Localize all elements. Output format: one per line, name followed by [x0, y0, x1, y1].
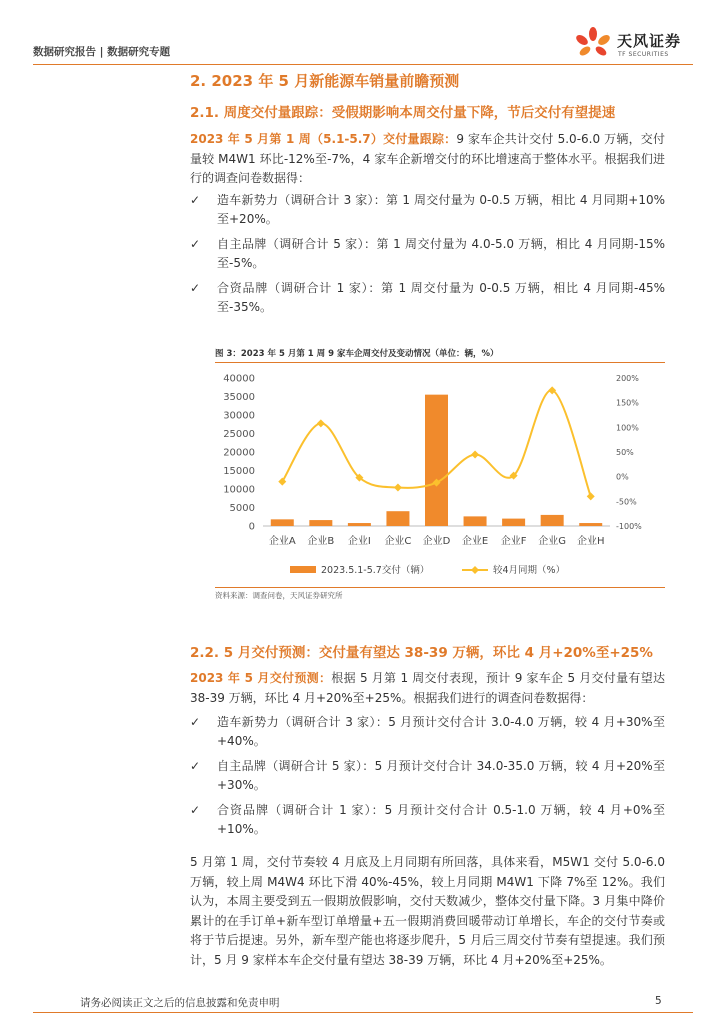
check-icon: ✓	[190, 803, 201, 817]
section-title: 2. 2023 年 5 月新能源车销量前瞻预测	[190, 72, 460, 90]
check-icon: ✓	[190, 193, 201, 207]
y-left-tick-label: 35000	[223, 392, 255, 403]
line-point	[587, 492, 595, 500]
figure-source: 资料来源：调查问卷，天风证券研究所	[215, 591, 343, 600]
list-item-text: 合资品牌（调研合计 1 家）：5 月预计交付合计 0.5-1.0 万辆，较 4 月+0%至+10%。	[217, 803, 665, 836]
line-point	[278, 478, 286, 486]
list-item	[190, 191, 665, 229]
bar	[271, 519, 294, 526]
bar	[502, 519, 525, 526]
breadcrumb: 数据研究报告 | 数据研究专题	[33, 46, 171, 58]
bar	[425, 395, 448, 526]
list-item	[190, 757, 665, 795]
x-tick-label: 企业G	[538, 536, 567, 547]
subsection-2-paragraph	[190, 669, 665, 708]
x-tick-label: 企业C	[384, 536, 412, 547]
brand-logo	[573, 26, 698, 62]
line-point	[317, 419, 325, 427]
x-tick-label: 企业F	[500, 536, 527, 547]
line-point	[471, 450, 479, 458]
x-tick-label: 企业I	[347, 536, 371, 547]
bar	[464, 516, 487, 526]
subsection-1-title: 2.1. 周度交付量跟踪：受假期影响本周交付量下降，节后交付有望提速	[190, 105, 616, 121]
y-right-tick-label: 50%	[616, 448, 634, 457]
figure-top-rule	[215, 362, 665, 363]
check-icon: ✓	[190, 237, 201, 251]
y-left-tick-label: 10000	[223, 484, 255, 496]
y-right-tick-label: 100%	[616, 423, 639, 433]
bar	[579, 523, 602, 526]
x-tick-label: 企业E	[461, 536, 489, 547]
paragraph-lead: 2023 年 5 月交付预测：	[190, 671, 332, 685]
list-item-text: 合资品牌（调研合计 1 家）：第 1 周交付量为 0-0.5 万辆，相比 4 月同期-45%至-35%。	[217, 281, 665, 314]
y-right-tick-label: 150%	[616, 398, 639, 408]
list-item	[190, 713, 665, 751]
page-header	[33, 32, 693, 68]
x-tick-label: 企业A	[268, 536, 296, 547]
y-right-tick-label: -100%	[616, 522, 642, 531]
list-item	[190, 279, 665, 317]
figure-bottom-rule	[215, 587, 665, 588]
list-item-text: 自主品牌（调研合计 5 家）：5 月预计交付合计 34.0-35.0 万辆，较 4 月+20%至+30%。	[217, 759, 665, 792]
y-left-tick-label: 30000	[223, 410, 255, 422]
bar	[386, 511, 409, 526]
bar	[309, 520, 332, 526]
page-number: 5	[655, 995, 662, 1007]
list-item-text: 自主品牌（调研合计 5 家）：第 1 周交付量为 4.0-5.0 万辆，相比 4 月同期-15%至-5%。	[217, 237, 665, 270]
check-icon: ✓	[190, 715, 201, 729]
bar	[541, 515, 564, 526]
brand-name-en: TF SECURITIES	[618, 51, 669, 58]
list-item	[190, 235, 665, 273]
list-item-text: 造车新势力（调研合计 3 家）：第 1 周交付量为 0-0.5 万辆，相比 4 月同期+10%至+20%。	[217, 193, 665, 226]
header-divider	[33, 64, 693, 65]
legend-label-line: 较4月同期（%）	[493, 565, 566, 576]
x-tick-label: 企业B	[307, 536, 335, 547]
y-left-tick-label: 20000	[223, 447, 255, 459]
y-left-tick-label: 15000	[223, 466, 255, 477]
y-left-tick-label: 40000	[223, 373, 255, 385]
x-tick-label: 企业D	[422, 536, 451, 547]
paragraph-body: 根据 5 月第 1 周交付表现，预计 9 家车企 5 月交付量有望达 38-39 万辆，环比 4 月+20%至+25%。根据我们进行的调查问卷数据得：	[190, 671, 665, 705]
subsection-2-title: 2.2. 5 月交付预测：交付量有望达 38-39 万辆，环比 4 月+20%至+25%	[190, 645, 653, 661]
flower-logo-icon	[573, 26, 613, 62]
line-point	[394, 484, 402, 492]
legend-label-bars: 2023.5.1-5.7交付（辆）	[321, 565, 430, 576]
subsection-1-paragraph	[190, 130, 665, 189]
y-left-tick-label: 0	[248, 521, 255, 533]
list-item-text: 造车新势力（调研合计 3 家）：5 月预计交付合计 3.0-4.0 万辆，较 4 月+30%至+40%。	[217, 715, 665, 748]
x-tick-label: 企业H	[576, 536, 605, 547]
brand-name: 天风证券	[617, 32, 682, 50]
disclaimer-note: 请务必阅读正文之后的信息披露和免责申明	[80, 997, 280, 1009]
footer-divider	[33, 1012, 693, 1013]
delivery-chart	[215, 365, 665, 585]
y-left-tick-label: 5000	[229, 503, 255, 514]
y-right-tick-label: 0%	[616, 472, 629, 482]
y-right-tick-label: 200%	[616, 374, 639, 383]
y-left-tick-label: 25000	[223, 429, 255, 440]
figure-title: 图 3：2023 年 5 月第 1 周 9 家车企周交付及变动情况（单位：辆，%）	[215, 349, 499, 359]
paragraph-body: 9 家车企共计交付 5.0-6.0 万辆，交付量较 M4W1 环比-12%至-7%，4 家车企新增交付的环比增速高于整体水平。根据我们进行的调查问卷数据得：	[190, 132, 666, 185]
list-item	[190, 801, 665, 839]
y-right-tick-label: -50%	[616, 497, 637, 507]
bar	[348, 523, 371, 526]
legend-swatch-marker	[471, 566, 479, 574]
paragraph-lead: 2023 年 5 月第 1 周（5.1-5.7）交付量跟踪：	[190, 132, 457, 146]
summary-paragraph: 5 月第 1 周，交付节奏较 4 月底及上月同期有所回落，具体来看，M5W1 交付 5.0-6.0 万辆，较上周 M4W4 环比下滑 40%-45%，较上月同期 M4W1 下降 7%至 12%。我们认为，本周主要受到五一假期放假影响，交付天数减少，整体交付量下降。3 月集中降价累计的在手订单+新车型订单增量+五一假期消费回暖带动订单增长，车企的交付节奏或将于节后提速。另外，新车型产能也将逐步爬升，5 月后三周交付节奏有望提速。我们预计，5 月 9 家样本车企交付量有望达 38-39 万辆，环比 4 月+20%至+25%。	[190, 855, 665, 967]
legend-swatch-bars	[290, 566, 316, 573]
check-icon: ✓	[190, 281, 201, 295]
check-icon: ✓	[190, 759, 201, 773]
